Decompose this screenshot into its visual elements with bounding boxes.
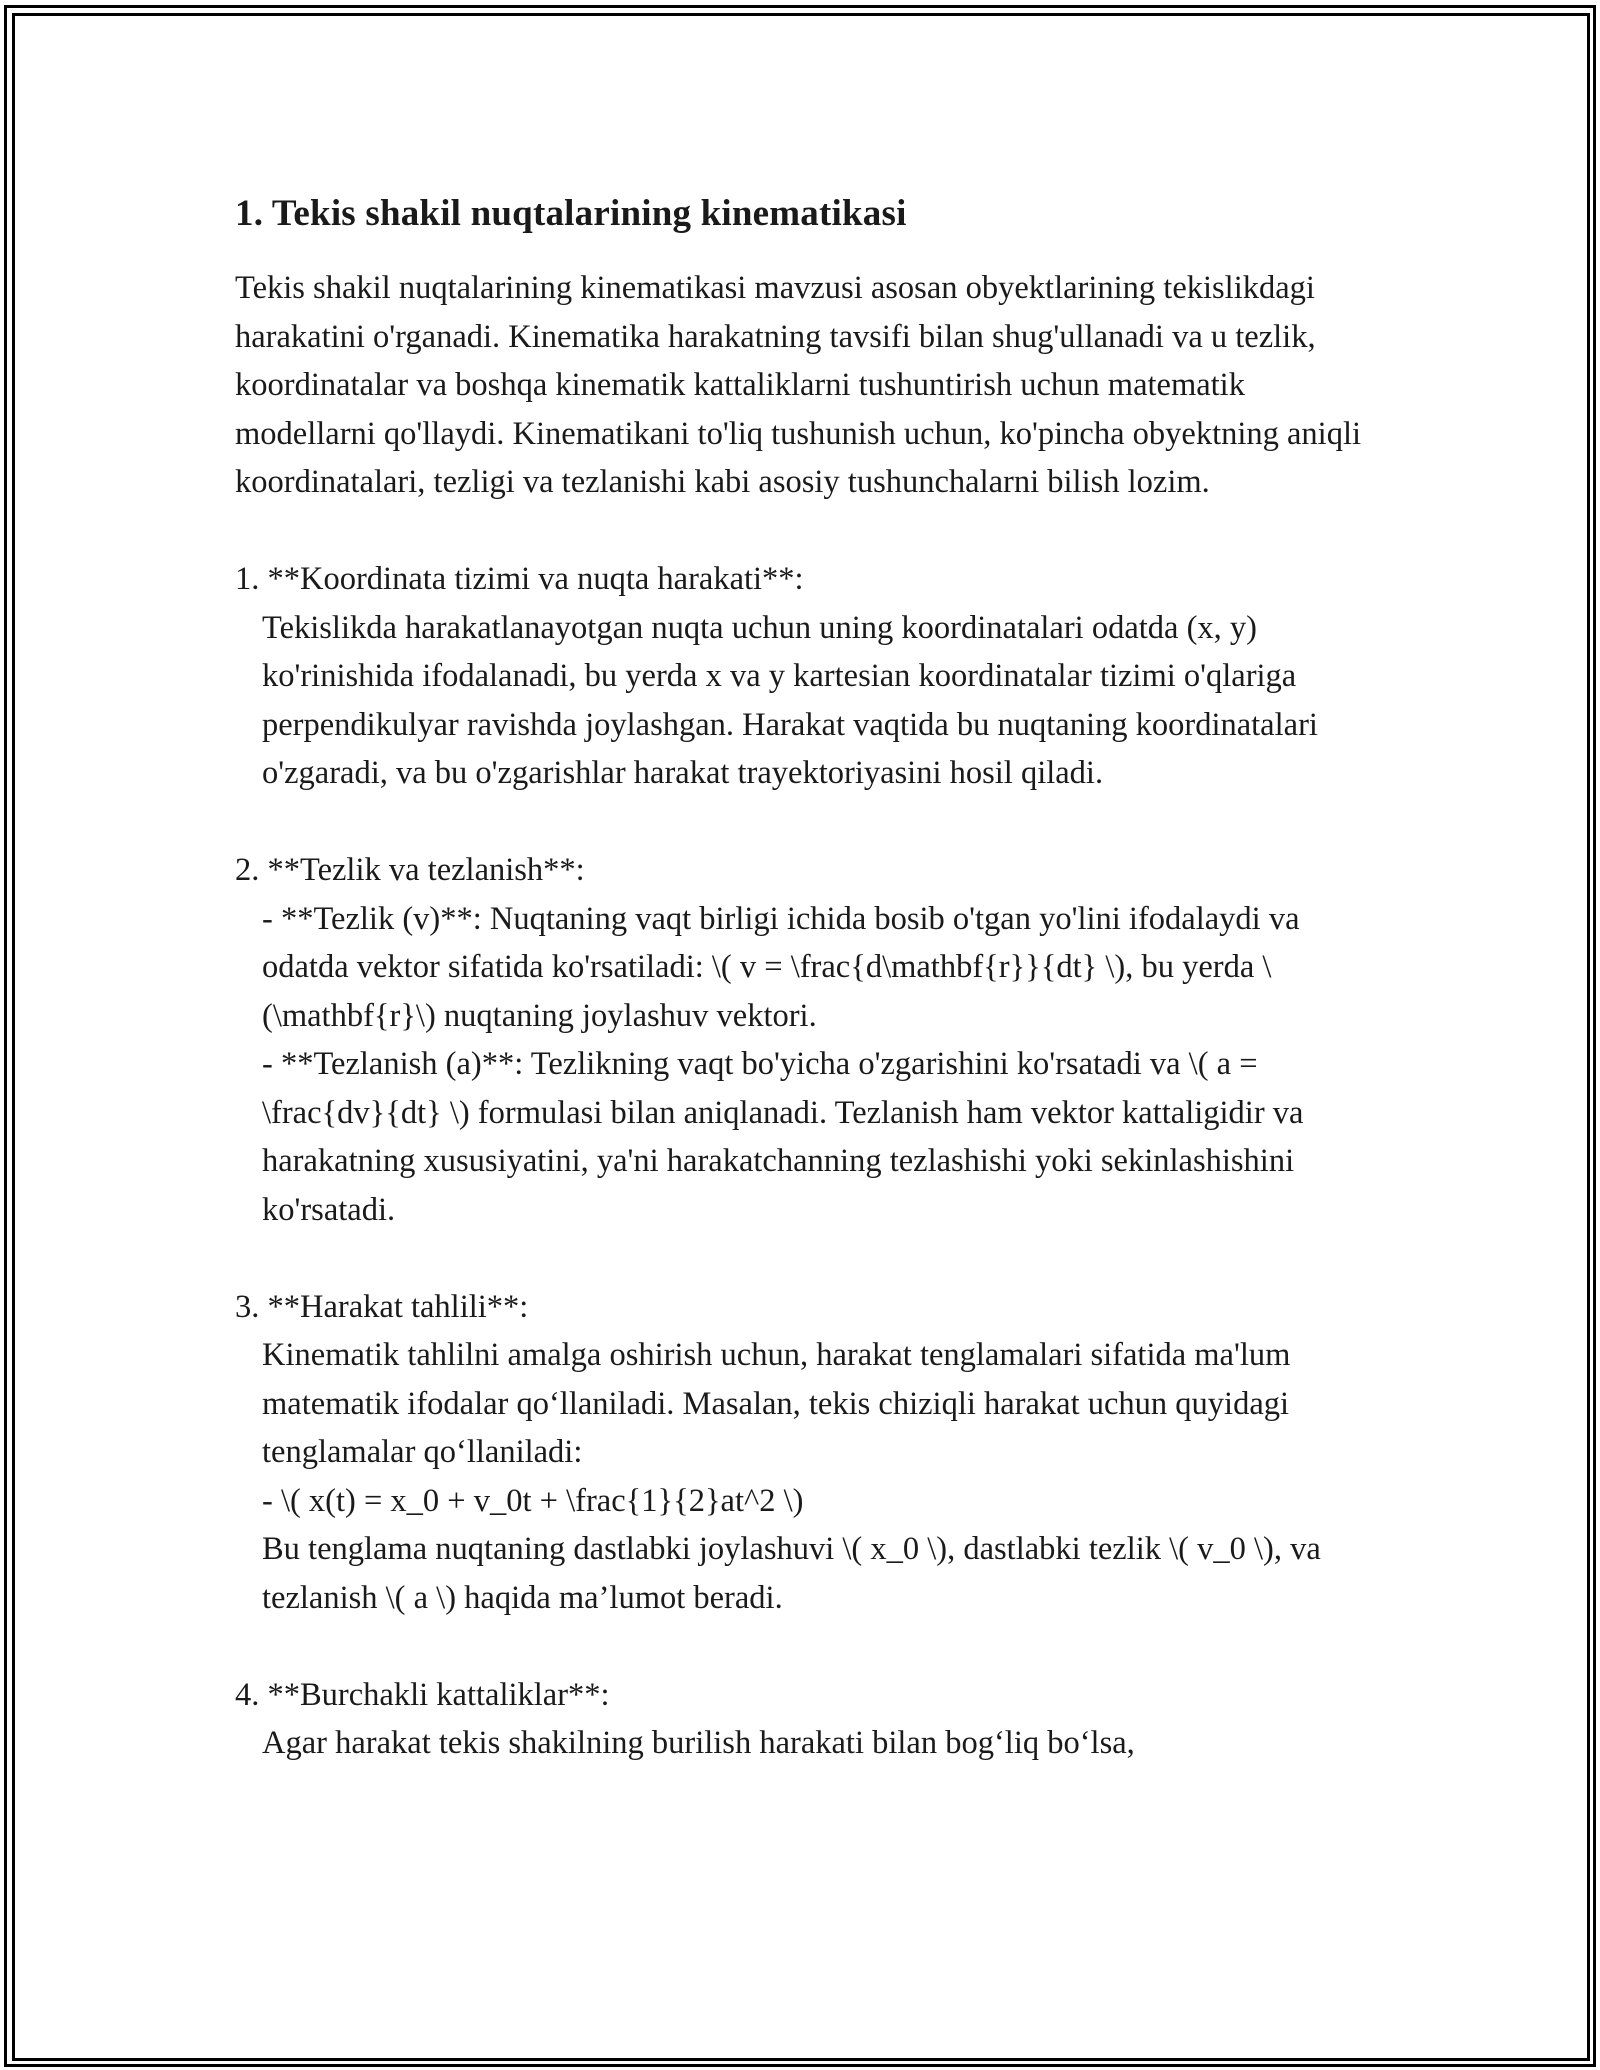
section-list-item: - **Tezlanish (a)**: Tezlikning vaqt bo'yicha o'zgarishini ko'rsatadi va \( a = \frac{dv}{dt} \) formulasi bilan aniqlanadi. Tezlanish ham vektor kattaligidir va harakatning xususiyatini, ya'ni harakatchanning tezlashishi yoki sekinlashishini ko'rsatadi. <box>262 1046 1312 1228</box>
section-coordinate-system <box>235 555 1375 798</box>
intro-paragraph: Tekis shakil nuqtalarining kinematikasi mavzusi asosan obyektlarining tekislikdagi harakatini o'rganadi. Kinematika harakatning tavsifi bilan shug'ullanadi va u tezlik, koordinatalar va boshqa kinematik kattaliklarni tushuntirish uchun matematik modellarni qo'llaydi. Kinematikani to'liq tushunish uchun, ko'pincha obyektning aniqli koordinatalari, tezligi va tezlanishi kabi asosiy tushunchalarni bilish lozim. <box>235 270 1370 500</box>
section-paragraph: Tekislikda harakatlanayotgan nuqta uchun uning koordinatalari odatda (x, y) ko'rinishida ifodalanadi, bu yerda x va y kartesian koordinatalar tizimi o'qlariga perpendikulyar ravishda joylashgan. Harakat vaqtida bu nuqtaning koordinatalari o'zgaradi, va bu o'zgarishlar harakat trayektoriyasini hosil qiladi. <box>262 609 1327 791</box>
section-heading: 2. **Tezlik va tezlanish**: <box>235 852 585 888</box>
section-paragraph: Bu tenglama nuqtaning dastlabki joylashuvi \( x_0 \), dastlabki tezlik \( v_0 \), va tezlanish \( a \) haqida ma’lumot beradi. <box>262 1531 1329 1616</box>
section-list-item: - **Tezlik (v)**: Nuqtaning vaqt birligi ichida bosib o'tgan yo'lini ifodalaydi va odatda vektor sifatida ko'rsatiladi: \( v = \frac{d\mathbf{r}}{dt} \), bu yerda \(\mathbf{r}\) nuqtaning joylashuv vektori. <box>262 900 1308 1034</box>
section-motion-analysis <box>235 1283 1375 1623</box>
section-heading: 1. **Koordinata tizimi va nuqta harakati**: <box>235 561 804 597</box>
document-body <box>235 184 1375 1768</box>
section-paragraph: Kinematik tahlilni amalga oshirish uchun, harakat tenglamalari sifatida ma'lum matematik ifodalar qo‘llaniladi. Masalan, tekis chiziqli harakat uchun quyidagi tenglamalar qo‘llaniladi: <box>262 1337 1299 1470</box>
section-formula: - \( x(t) = x_0 + v_0t + \frac{1}{2}at^2 \) <box>262 1482 804 1519</box>
section-angular-quantities <box>235 1671 1375 1768</box>
section-velocity-acceleration <box>235 846 1375 1234</box>
section-paragraph: Agar harakat tekis shakilning burilish harakati bilan bog‘liq bo‘lsa, <box>262 1725 1135 1761</box>
section-heading: 3. **Harakat tahlili**: <box>235 1288 529 1325</box>
section-heading: 4. **Burchakli kattaliklar**: <box>235 1676 610 1713</box>
page-title: 1. Tekis shakil nuqtalarining kinematikasi <box>235 193 907 234</box>
